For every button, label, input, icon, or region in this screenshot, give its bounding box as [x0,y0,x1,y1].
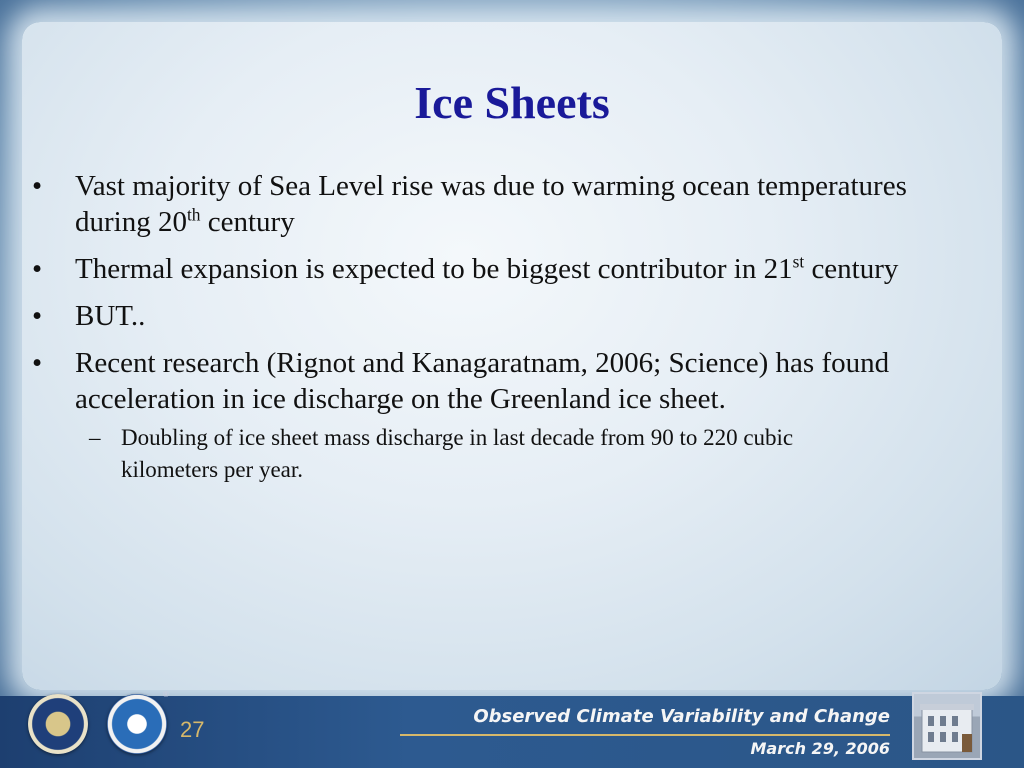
bullet-list [32,168,912,486]
bullet-item [32,251,912,287]
building-photo-icon [912,692,982,760]
bullet-text-end: century [200,206,295,238]
noaa-logo-icon [107,694,167,754]
ordinal-suffix: th [186,204,201,225]
bullet-item [32,345,912,417]
bullet-marker: • [32,170,43,202]
footer-divider [400,734,890,736]
sub-bullet-item [32,422,821,486]
page-number: 27 [180,717,205,742]
department-of-commerce-seal-icon [28,694,88,754]
slide-title: Ice Sheets [414,77,610,128]
registered-mark: ® [163,690,169,699]
sub-bullet-marker: – [89,425,101,450]
bullet-marker: • [32,253,43,285]
sub-bullet-text: Doubling of ice sheet mass discharge in last decade from 90 to 220 cubic kilometers per year. [121,425,794,482]
bullet-text: Thermal expansion is expected to be biggest contributor in 21 [75,253,793,285]
bullet-marker: • [32,300,43,332]
bullet-marker: • [32,347,43,379]
footer-title: Observed Climate Variability and Change [473,706,890,727]
ordinal-suffix: st [792,251,805,272]
bullet-text: Vast majority of Sea Level rise was due to warming ocean temperatures during 20 [75,170,907,238]
bullet-text: Recent research (Rignot and Kanagaratnam, 2006; Science) has found acceleration in ice discharge on the Greenland ice sheet. [75,347,890,415]
bullet-text: BUT.. [75,300,146,332]
bullet-item [32,168,912,240]
bullet-text-end: century [804,253,899,285]
bullet-item [32,298,912,334]
footer-date: March 29, 2006 [750,739,890,758]
